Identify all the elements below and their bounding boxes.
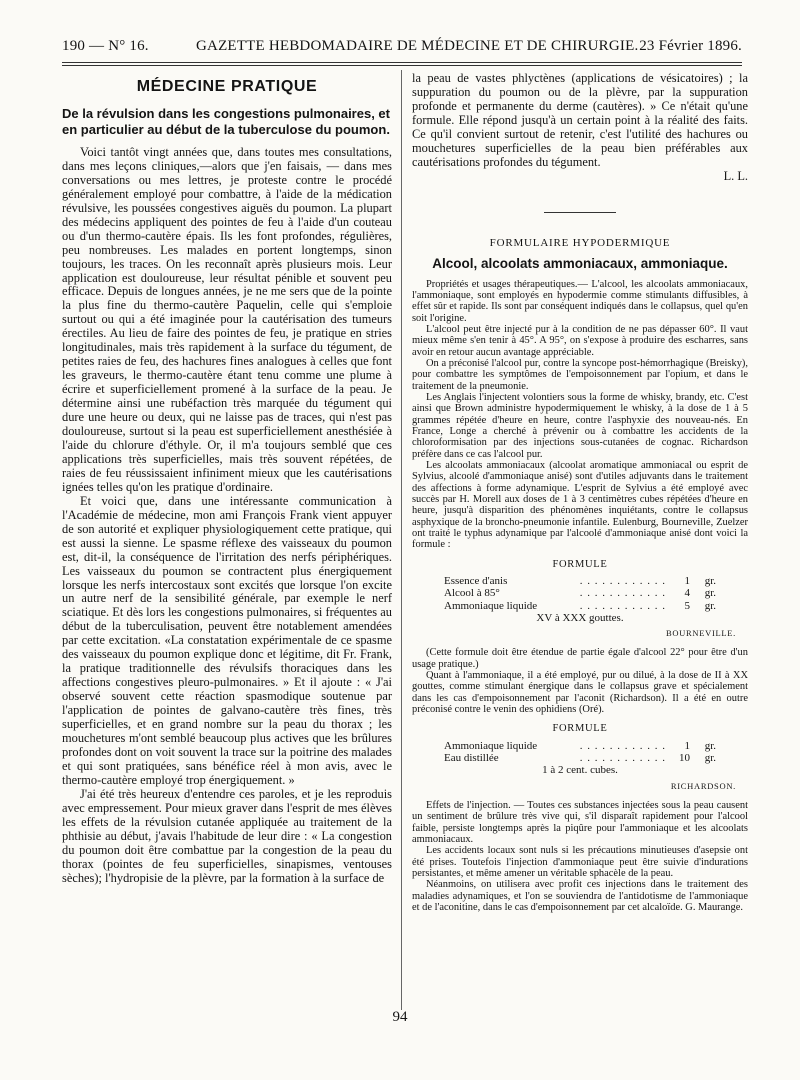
formula-table-1 (444, 575, 716, 612)
formulary-paragraph-8: Effets de l'injection. — Toutes ces substances injectées sous la peau causent un sentiment de brûlure très vive qui, s'il disparaît rapidement pour l'alcool faible, persiste longtemps après la piqûre pour l'ammoniaque et les alcoolats ammoniacaux. (412, 799, 748, 845)
formula-dots: . . . . . . . . . . . . (579, 739, 666, 752)
formula-ingredient: Essence d'anis (444, 575, 508, 588)
formula-table-2 (444, 740, 716, 764)
formula-unit: gr. (704, 752, 716, 765)
formula-qty: 4 (684, 587, 690, 600)
article-signature: L. L. (723, 168, 748, 183)
formulary-paragraph-10: Néanmoins, on utilisera avec profit ces injections dans le traitement des maladies adynamiques, et l'on se souviendra de l'antidotisme de l'ammoniaque et de l'aconitine, dans le cas d'empoisonnement par cet alcaloïde. G. Maurange. (412, 879, 748, 914)
formula-row (444, 600, 716, 612)
column-divider (401, 70, 402, 1010)
formulary-paragraph-5: Les alcoolats ammoniacaux (alcoolat aromatique ammoniacal ou esprit de Sylvius, alcoolé d'ammoniaque anisé) sont d'utiles adjuvants dans le traitement des affections à forme adynamique. L'esprit de Sylvius a été employé avec succès par H. Morell aux doses de 1 à 3 centimètres cubes répétées d'heure en heure, jusqu'à disparition des phénomènes inquiétants, contre le collapsus asphyxique de la broncho-pneumonie infantile. Eulenburg, Bourneville, Zuelzer ont traité le typhus adynamique par l'alcoolé d'ammoniaque anisé dont voici la formule : (412, 460, 748, 551)
formulary-paragraph-6: (Cette formule doit être étendue de partie égale d'alcool 22° pour être d'un usage pratique.) (412, 647, 748, 670)
section-heading: MÉDECINE PRATIQUE (136, 78, 318, 95)
formula-qty: 1 (684, 575, 690, 588)
formula-dose-2: 1 à 2 cent. cubes. (542, 764, 618, 777)
formulary-title: Alcool, alcoolats ammoniacaux, ammoniaque. (432, 255, 728, 271)
left-column (62, 72, 392, 885)
formulary-paragraph-4: Les Anglais l'injectent volontiers sous la forme de whisky, brandy, etc. C'est ainsi que Brown administre hypodermiquement le whisky, à la dose de 1 à 5 grammes répétée d'heure en heure, contre l'asphyxie des nouveau-nés. En France, Longe a cherché à prévenir ou à combattre les accidents de la chloroformisation par des injections sous-cutanées de cognac. Richardson préfère dans ce cas l'alcool pur. (412, 391, 748, 460)
formula-unit: gr. (704, 575, 716, 588)
formulary-heading: FORMULAIRE HYPODERMIQUE (489, 236, 671, 249)
page-header (62, 38, 742, 58)
formula-qty: 5 (684, 599, 690, 612)
formula-row (444, 752, 716, 764)
left-paragraph-2: Et voici que, dans une intéressante communication à l'Académie de médecine, mon ami François Frank vient appuyer de son autorité et expliquer physiologiquement cette pratique, qui est aussi la sienne. Le spasme réflexe des vaisseaux du poumon est, dit-il, la conséquence de l'irritation des nerfs périphériques. Les vaisseaux du poumon se contractent plus énergiquement lorsque les nerfs intercostaux sont excités que lorsque l'on excite un autre nerf de la sensibilité générale, par exemple le nerf sciatique. Et dès lors les congestions pulmonaires, si fréquentes au début de la tuberculisation, peuvent être notablement amendées par cette excitation. «La constatation expérimentale de ce spasme des vaisseaux du poumon explique donc et légitime, dit Fr. Frank, la pratique traditionnelle des révulsifs thoraciques dans les affections congestives pleuro-pulmonaires. » Et il ajoute : « J'ai observé souvent cette réaction spasmodique soutenue par l'application de pointes de galvano-cautère très fines, très superficielles, et en grand nombre sur la peau du thorax ; les mouchetures m'ont semblé beaucoup plus actives que les brûlures profondes dont on voit souvent la trace sur la poitrine des malades et qui sont pratiquées, sans bénéfice réel à mon avis, avec le thermo-cautère employé trop énergiquement. » (62, 493, 392, 787)
formulary-paragraph-1: Propriétés et usages thérapeutiques.— L'alcool, les alcoolats ammoniacaux, l'ammoniaque, sont employés en hypodermie comme stimulants diffusibles, à effet sûr et rapide. Ils sont par conséquent indiqués dans le collapsus, quel qu'en soit l'origine. (412, 278, 748, 324)
issue-date: 23 Février 1896. (639, 38, 742, 54)
left-paragraph-3: J'ai été très heureux d'entendre ces paroles, et je les reproduis avec empressement. Pour mieux graver dans l'esprit de mes élèves les effets de la révulsion cutanée appliquée au traitement de la phthisie au début, j'avais l'habitude de leur dire : « La congestion du poumon doit être combattue par la congestion de la peau du thorax (pointes de feu superficielles, sinapismes, ventouses sèches); l'hydropisie de la plèvre, par la formation à la surface de (62, 786, 392, 885)
formula-unit: gr. (704, 739, 716, 752)
continued-text: la peau de vastes phlyctènes (applications de vésicatoires) ; la suppuration du poumon ou de la plèvre, par la suppuration profonde et permanente du derme (cautères). » Ce n'était qu'une formule. Elle répond jusqu'à un certain point à la réalité des faits. Ce qu'il convient surtout de retenir, c'est l'utilité des hachures ou mouchetures superficielles de la peau bien préférables aux cautérisations profondes du tégument. (412, 71, 748, 169)
right-column (412, 72, 748, 913)
formula-label-2: FORMULE (552, 723, 608, 735)
formulary-paragraph-2: L'alcool peut être injecté pur à la condition de ne pas dépasser 60°. Il vaut mieux même s'en tenir à 45°. A 95°, on s'expose à produire des escharres, sans avoir en retour aucun avantage appréciable. (412, 323, 748, 358)
formula-dots: . . . . . . . . . . . . (579, 587, 666, 600)
formula-unit: gr. (704, 587, 716, 600)
formula-ingredient: Alcool à 85° (444, 587, 500, 600)
formula-dots: . . . . . . . . . . . . (579, 752, 666, 765)
formula-row (444, 740, 716, 752)
formula-row (444, 575, 716, 587)
article-title: De la révulsion dans les congestions pulmonaires, et en particulier au début de la tuberculose du poumon. (62, 105, 390, 137)
section-divider (544, 212, 616, 213)
formula-dose-1: XV à XXX gouttes. (536, 611, 624, 624)
journal-title: GAZETTE HEBDOMADAIRE DE MÉDECINE ET DE CHIRURGIE. (196, 38, 639, 54)
formulary-paragraph-9: Les accidents locaux sont nuls si les précautions minutieuses d'asepsie ont été prises. Toutefois l'injection d'ammoniaque peut être suivie d'indurations persistantes, et même amener un véritable sphacèle de la peau. (412, 845, 748, 879)
formula-author-2: RICHARDSON. (670, 780, 736, 791)
formula-ingredient: Ammoniaque liquide (444, 739, 538, 752)
formulary-paragraph-7: Quant à l'ammoniaque, il a été employé, pur ou dilué, à la dose de II à XX gouttes, comme stimulant énergique dans le collapsus grave et spécialement dans les cas d'empoisonnement par l'aconit (Richardson). Il a été en outre préconisé contre le venin des ophidiens (Oré). (412, 670, 748, 716)
formula-ingredient: Eau distillée (444, 752, 499, 765)
formula-dots: . . . . . . . . . . . . (579, 599, 666, 612)
issue-number: 190 — N° 16. (62, 38, 149, 54)
formula-author-1: BOURNEVILLE. (665, 628, 736, 639)
header-rule (62, 62, 742, 66)
formula-row (444, 587, 716, 599)
formula-qty: 1 (684, 739, 690, 752)
formula-ingredient: Ammoniaque liquide (444, 599, 538, 612)
formulary-body (412, 279, 748, 914)
left-paragraph-1: Voici tantôt vingt années que, dans toutes mes consultations, dans mes leçons cliniques,—alors que j'en faisais, — dans mes conversations ou mes lettres, je proteste contre le procédé généralement employé pour combattre, à l'aide de la médication révulsive, les poussées congestives aiguës du poumon. La plupart des médecins appliquent des pointes de feu à l'aide d'un couteau ou d'un thermo-cautère épais. Ils les font profondes, régulières, peu nombreuses. Les malades en portent longtemps, sinon toujours, les traces. On les reconnaît après plusieurs mois. Leur application est douloureuse, leur résultat pénible et souvent peu efficace. Depuis de longues années, je ne me sers que de la pointe la plus fine du thermo-cautère Paquelin, celle qui s'emploie surtout ou qui a été imaginée pour la cautérisation des tumeurs érectiles. Au lieu de faire des pointes de feu, je pratique en stries longitudinales, mais très rapidement à la surface du tégument, de petites raies de feu, des hachures fines analogues à celles que font les graveurs, le thermo-cautère étant tenu comme une plume à écrire et superficiellement promené à la surface de la peau. Je détermine ainsi une rubéfaction très marquée du tégument qui dure une heure ou deux, qui ne laisse pas de traces, qui n'est pas douloureuse, surtout si la peau est superficiellement anesthésiée à l'aide du chlorure d'éthyle. Or, il m'a toujours semblé que ces applications très superficielles, mais très souvent répétées, de raies de feu réussissaient infiniment mieux que les cautérisations ignées telles qu'on les pratique d'ordinaire. (62, 144, 392, 494)
page-number: 94 (392, 1009, 408, 1025)
formula-qty: 10 (679, 752, 690, 765)
formula-label-1: FORMULE (552, 558, 608, 570)
formulary-paragraph-3: On a préconisé l'alcool pur, contre la syncope post-hémorrhagique (Breisky), pour combattre les symptômes de l'empoisonnement par l'opium, et dans le traitement de la pneumonie. (412, 357, 748, 392)
formula-dots: . . . . . . . . . . . . (579, 575, 666, 588)
formula-unit: gr. (704, 599, 716, 612)
